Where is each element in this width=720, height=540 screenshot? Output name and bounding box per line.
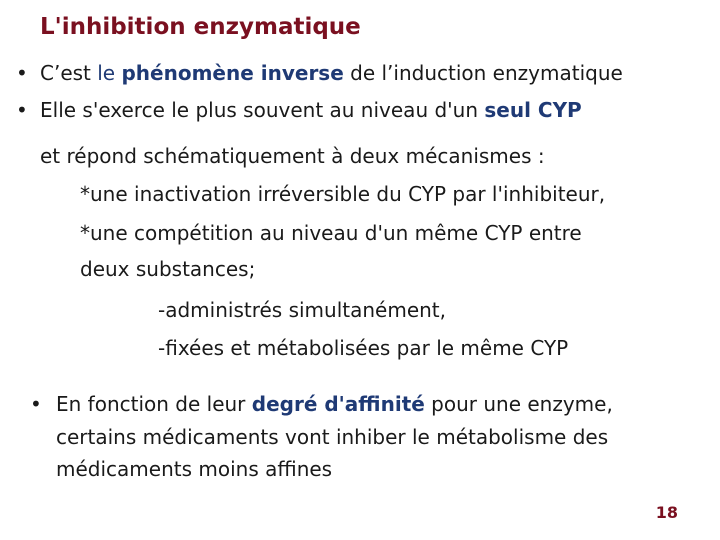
bullet-3-line-1 [56, 391, 613, 417]
highlight-text: degré d'affinité [251, 392, 425, 416]
bullet-marker: • [16, 61, 28, 85]
slide-title: L'inhibition enzymatique [40, 14, 361, 40]
text-segment: de l’induction enzymatique [343, 61, 623, 85]
bullet-3-line-2: certains médicaments vont inhiber le métabolisme des [56, 425, 609, 449]
sub-sub-item-2: -fixées et métabolisées par le même CYP [158, 336, 569, 360]
text-segment: le [97, 61, 116, 85]
bullet-marker: • [30, 392, 42, 416]
bullet-3-line-3: médicaments moins affines [56, 457, 333, 481]
bullet-2-line-2: et répond schématiquement à deux mécanismes : [40, 144, 545, 168]
bullet-2-line-1 [40, 97, 582, 123]
text-segment: En fonction de leur [56, 392, 252, 416]
text-segment: C’est [40, 61, 98, 85]
bullet-1-line [40, 60, 623, 86]
highlight-text: seul CYP [484, 98, 582, 122]
sub-item-2-cont: deux substances; [80, 257, 256, 281]
page-number: 18 [655, 503, 678, 522]
text-segment: pour une enzyme, [424, 392, 613, 416]
bullet-marker: • [16, 98, 28, 122]
sub-item-2: *une compétition au niveau d'un même CYP entre [80, 221, 582, 245]
highlight-text: phénomène inverse [121, 61, 344, 85]
text-segment: Elle s'exerce le plus souvent au niveau d'un [40, 98, 485, 122]
sub-item-1: *une inactivation irréversible du CYP par l'inhibiteur, [80, 182, 606, 206]
sub-sub-item-1: -administrés simultanément, [158, 298, 446, 322]
